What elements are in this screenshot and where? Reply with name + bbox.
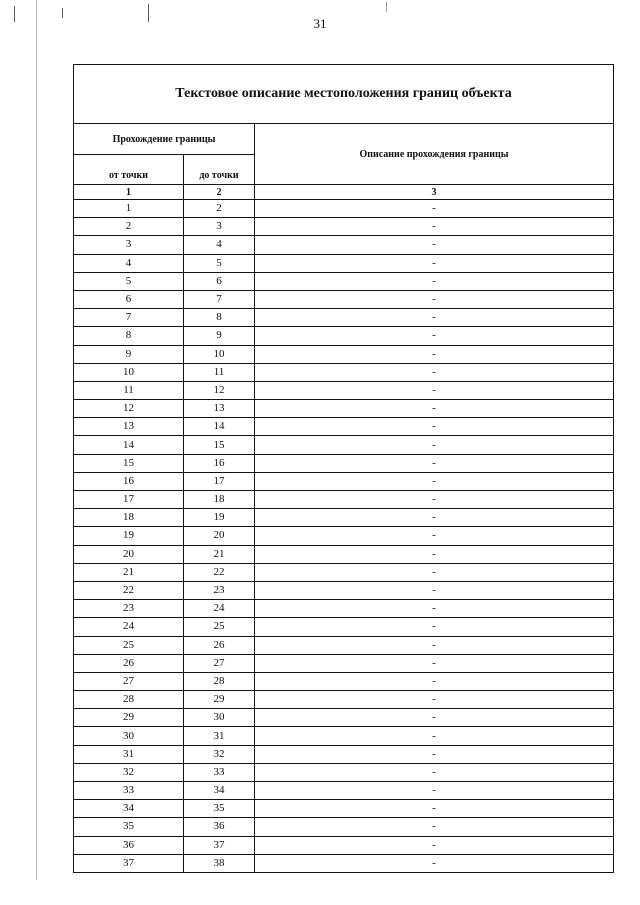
table-row — [74, 290, 614, 308]
table-row — [74, 400, 614, 418]
table-row — [74, 345, 614, 363]
description-cell: - — [255, 727, 614, 745]
to-point-cell: 7 — [184, 290, 255, 308]
from-point-cell: 10 — [74, 363, 184, 381]
description-cell: - — [255, 290, 614, 308]
from-point-cell: 14 — [74, 436, 184, 454]
description-cell: - — [255, 581, 614, 599]
description-cell: - — [255, 436, 614, 454]
table-row — [74, 727, 614, 745]
to-point-cell: 11 — [184, 363, 255, 381]
from-point-cell: 23 — [74, 600, 184, 618]
description-cell: - — [255, 527, 614, 545]
table-row — [74, 745, 614, 763]
description-cell: - — [255, 818, 614, 836]
from-point-cell: 31 — [74, 745, 184, 763]
description-cell: - — [255, 381, 614, 399]
to-point-cell: 14 — [184, 418, 255, 436]
to-point-cell: 32 — [184, 745, 255, 763]
to-point-cell: 18 — [184, 491, 255, 509]
description-cell: - — [255, 363, 614, 381]
page-number: 31 — [313, 16, 327, 31]
from-point-header: от точки — [74, 155, 184, 185]
to-point-cell: 6 — [184, 272, 255, 290]
table-row — [74, 363, 614, 381]
table-row — [74, 272, 614, 290]
to-point-cell: 30 — [184, 709, 255, 727]
to-point-header: до точки — [184, 155, 255, 185]
from-point-cell: 21 — [74, 563, 184, 581]
table-row — [74, 800, 614, 818]
from-point-cell: 12 — [74, 400, 184, 418]
description-cell: - — [255, 236, 614, 254]
to-point-cell: 28 — [184, 672, 255, 690]
from-point-cell: 13 — [74, 418, 184, 436]
to-point-cell: 3 — [184, 218, 255, 236]
table-row — [74, 545, 614, 563]
from-point-cell: 17 — [74, 491, 184, 509]
table-row — [74, 654, 614, 672]
to-point-cell: 33 — [184, 763, 255, 781]
from-point-cell: 8 — [74, 327, 184, 345]
from-point-cell: 6 — [74, 290, 184, 308]
table-row — [74, 581, 614, 599]
from-point-cell: 36 — [74, 836, 184, 854]
from-point-cell: 20 — [74, 545, 184, 563]
to-point-cell: 38 — [184, 854, 255, 872]
scan-margin-line — [36, 0, 37, 880]
from-point-cell: 3 — [74, 236, 184, 254]
from-point-cell: 34 — [74, 800, 184, 818]
from-point-cell: 18 — [74, 509, 184, 527]
table-row — [74, 672, 614, 690]
table-row — [74, 454, 614, 472]
to-point-cell: 9 — [184, 327, 255, 345]
to-point-cell: 34 — [184, 782, 255, 800]
to-point-cell: 27 — [184, 654, 255, 672]
description-cell: - — [255, 600, 614, 618]
table-row — [74, 491, 614, 509]
from-point-cell: 24 — [74, 618, 184, 636]
column-number: 1 — [74, 185, 184, 200]
from-point-cell: 25 — [74, 636, 184, 654]
description-cell: - — [255, 782, 614, 800]
description-header: Описание прохождения границы — [255, 124, 614, 185]
to-point-cell: 23 — [184, 581, 255, 599]
to-point-cell: 8 — [184, 309, 255, 327]
from-point-cell: 11 — [74, 381, 184, 399]
description-cell: - — [255, 327, 614, 345]
to-point-cell: 25 — [184, 618, 255, 636]
table-row — [74, 309, 614, 327]
description-cell: - — [255, 800, 614, 818]
from-point-cell: 9 — [74, 345, 184, 363]
description-cell: - — [255, 509, 614, 527]
to-point-cell: 29 — [184, 691, 255, 709]
to-point-cell: 22 — [184, 563, 255, 581]
table-row — [74, 836, 614, 854]
to-point-cell: 2 — [184, 200, 255, 218]
description-cell: - — [255, 400, 614, 418]
to-point-cell: 20 — [184, 527, 255, 545]
description-cell: - — [255, 200, 614, 218]
from-point-cell: 30 — [74, 727, 184, 745]
to-point-cell: 13 — [184, 400, 255, 418]
to-point-cell: 31 — [184, 727, 255, 745]
from-point-cell: 2 — [74, 218, 184, 236]
column-number: 2 — [184, 185, 255, 200]
to-point-cell: 12 — [184, 381, 255, 399]
group-header: Прохождение границы — [74, 124, 255, 155]
table-row — [74, 381, 614, 399]
description-cell: - — [255, 563, 614, 581]
description-cell: - — [255, 618, 614, 636]
to-point-cell: 24 — [184, 600, 255, 618]
to-point-cell: 15 — [184, 436, 255, 454]
from-point-cell: 7 — [74, 309, 184, 327]
to-point-cell: 36 — [184, 818, 255, 836]
to-point-cell: 21 — [184, 545, 255, 563]
description-cell: - — [255, 218, 614, 236]
table-row — [74, 854, 614, 872]
from-point-cell: 19 — [74, 527, 184, 545]
from-point-cell: 35 — [74, 818, 184, 836]
to-point-cell: 16 — [184, 454, 255, 472]
description-cell: - — [255, 672, 614, 690]
from-point-cell: 16 — [74, 472, 184, 490]
table-row — [74, 472, 614, 490]
description-cell: - — [255, 254, 614, 272]
table-row — [74, 818, 614, 836]
from-point-cell: 37 — [74, 854, 184, 872]
to-point-cell: 19 — [184, 509, 255, 527]
description-cell: - — [255, 309, 614, 327]
table-row — [74, 782, 614, 800]
from-point-cell: 26 — [74, 654, 184, 672]
table-title: Текстовое описание местоположения границ объекта — [74, 65, 614, 124]
to-point-cell: 4 — [184, 236, 255, 254]
to-point-cell: 26 — [184, 636, 255, 654]
description-cell: - — [255, 709, 614, 727]
description-cell: - — [255, 418, 614, 436]
boundary-description-table — [73, 64, 614, 873]
description-cell: - — [255, 763, 614, 781]
to-point-cell: 5 — [184, 254, 255, 272]
table-row — [74, 509, 614, 527]
from-point-cell: 22 — [74, 581, 184, 599]
from-point-cell: 29 — [74, 709, 184, 727]
table-row — [74, 236, 614, 254]
table-row — [74, 200, 614, 218]
from-point-cell: 1 — [74, 200, 184, 218]
description-cell: - — [255, 345, 614, 363]
from-point-cell: 4 — [74, 254, 184, 272]
table-row — [74, 418, 614, 436]
table-row — [74, 218, 614, 236]
table-row — [74, 254, 614, 272]
description-cell: - — [255, 491, 614, 509]
from-point-cell: 28 — [74, 691, 184, 709]
description-cell: - — [255, 272, 614, 290]
to-point-cell: 17 — [184, 472, 255, 490]
from-point-cell: 27 — [74, 672, 184, 690]
from-point-cell: 5 — [74, 272, 184, 290]
table-row — [74, 527, 614, 545]
table-body — [74, 200, 614, 873]
from-point-cell: 33 — [74, 782, 184, 800]
table-row — [74, 691, 614, 709]
scan-mark — [386, 2, 387, 12]
description-cell: - — [255, 745, 614, 763]
column-number: 3 — [255, 185, 614, 200]
description-cell: - — [255, 854, 614, 872]
to-point-cell: 10 — [184, 345, 255, 363]
description-cell: - — [255, 545, 614, 563]
table-row — [74, 563, 614, 581]
description-cell: - — [255, 654, 614, 672]
from-point-cell: 15 — [74, 454, 184, 472]
from-point-cell: 32 — [74, 763, 184, 781]
to-point-cell: 35 — [184, 800, 255, 818]
description-cell: - — [255, 691, 614, 709]
table-row — [74, 636, 614, 654]
to-point-cell: 37 — [184, 836, 255, 854]
table-row — [74, 436, 614, 454]
table-row — [74, 618, 614, 636]
table-row — [74, 600, 614, 618]
table-row — [74, 709, 614, 727]
table-row — [74, 763, 614, 781]
description-cell: - — [255, 472, 614, 490]
table-row — [74, 327, 614, 345]
description-cell: - — [255, 836, 614, 854]
description-cell: - — [255, 636, 614, 654]
description-cell: - — [255, 454, 614, 472]
